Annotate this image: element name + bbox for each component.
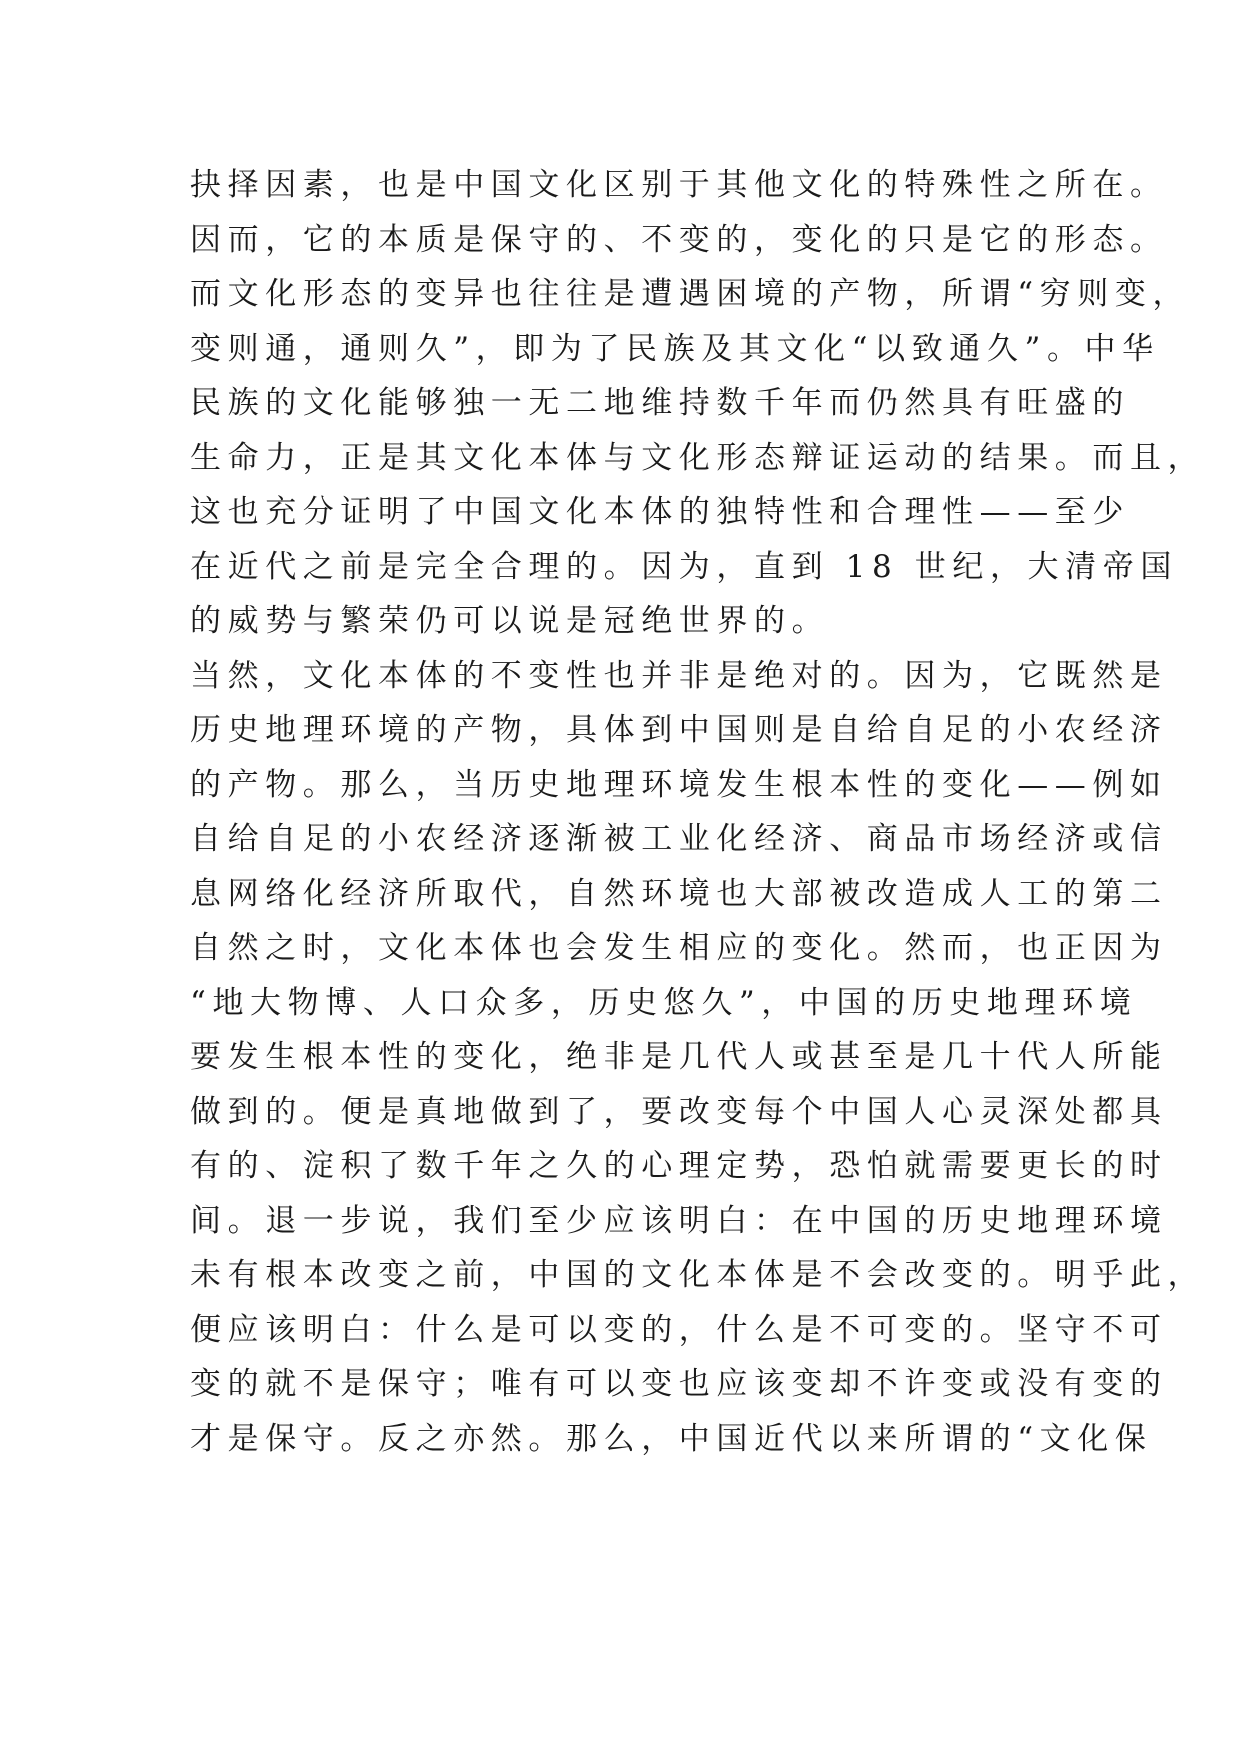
text-line: 做到的。便是真地做到了，要改变每个中国人心灵深处都具: [190, 1093, 1168, 1130]
text-line: 变则通，通则久”，即为了民族及其文化“以致通久”。中华: [190, 330, 1160, 367]
text-line: 在近代之前是完全合理的。因为，直到 18 世纪，大清帝国: [190, 548, 1178, 585]
text-line: 自给自足的小农经济逐渐被工业化经济、商品市场经济或信: [190, 821, 1168, 857]
text-line: 而文化形态的变异也往往是遭遇困境的产物，所谓“穷则变，: [190, 276, 1191, 312]
text-line: 息网络化经济所取代，自然环境也大部被改造成人工的第二: [190, 875, 1168, 912]
text-line: 抉择因素，也是中国文化区别于其他文化的特殊性之所在。: [190, 167, 1168, 203]
text-line: 民族的文化能够独一无二地维持数千年而仍然具有旺盛的: [190, 385, 1130, 421]
text-line: 这也充分证明了中国文化本体的独特性和合理性——至少: [190, 494, 1130, 530]
text-line: 未有根本改变之前，中国的文化本体是不会改变的。明乎此，: [190, 1257, 1206, 1293]
text-line: 要发生根本性的变化，绝非是几代人或甚至是几十代人所能: [190, 1039, 1168, 1075]
text-line: 的威势与繁荣仍可以说是冠绝世界的。: [190, 603, 830, 639]
text-line: 历史地理环境的产物，具体到中国则是自给自足的小农经济: [190, 712, 1168, 748]
body-text: [190, 158, 1206, 1466]
text-line: 有的、淀积了数千年之久的心理定势，恐怕就需要更长的时: [190, 1148, 1168, 1184]
text-line: 的产物。那么，当历史地理环境发生根本性的变化——例如: [190, 766, 1168, 803]
text-line: 自然之时，文化本体也会发生相应的变化。然而，也正因为: [190, 930, 1168, 966]
text-line: 当然，文化本体的不变性也并非是绝对的。因为，它既然是: [190, 657, 1168, 694]
text-line: 变的就不是保守；唯有可以变也应该变却不许变或没有变的: [190, 1366, 1168, 1402]
text-line: 便应该明白：什么是可以变的，什么是不可变的。坚守不可: [190, 1311, 1168, 1348]
text-line: 因而，它的本质是保守的、不变的，变化的只是它的形态。: [190, 221, 1168, 258]
text-line: 间。退一步说，我们至少应该明白：在中国的历史地理环境: [190, 1202, 1168, 1239]
text-line: “地大物博、人口众多，历史悠久”，中国的历史地理环境: [190, 984, 1138, 1021]
text-line: 才是保守。反之亦然。那么，中国近代以来所谓的“文化保: [190, 1420, 1153, 1457]
text-line: 生命力，正是其文化本体与文化形态辩证运动的结果。而且，: [190, 439, 1206, 476]
